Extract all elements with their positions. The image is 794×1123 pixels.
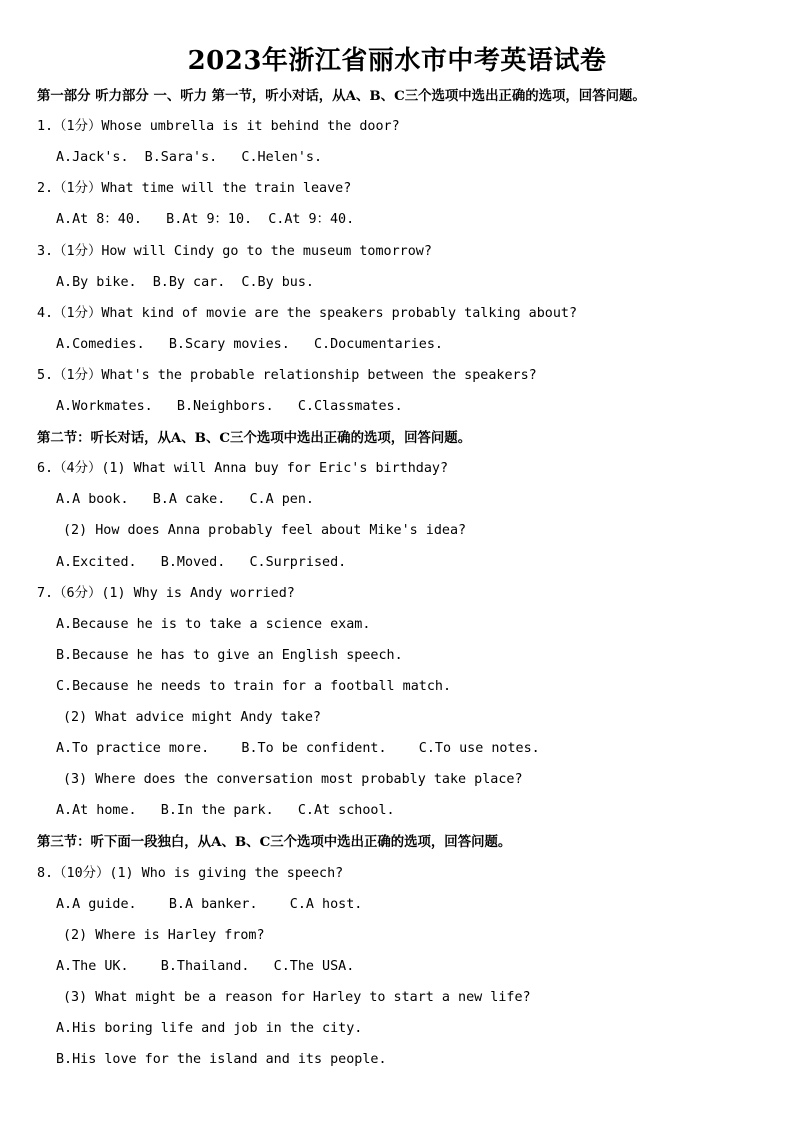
answer-options: B.His love for the island and its people. (56, 1052, 387, 1068)
question-line: 8.（10分）(1) Who is giving the speech? (37, 865, 344, 881)
answer-options: A.Workmates. B.Neighbors. C.Classmates. (56, 399, 403, 414)
section-heading: 第二节：听长对话，从A、B、C三个选项中选出正确的选项，回答问题。 (37, 430, 472, 447)
question-line: 2.（1分）What time will the train leave? (37, 181, 352, 197)
answer-options: A.By bike. B.By car. C.By bus. (56, 274, 314, 290)
exam-title: 2023年浙江省丽水市中考英语试卷 (187, 46, 607, 76)
question-line: 7.（6分）(1) Why is Andy worried? (37, 585, 295, 601)
question-line: 4.（1分）What kind of movie are the speakers probably talking about? (37, 305, 578, 321)
answer-options: A.Comedies. B.Scary movies. C.Documentaries. (56, 336, 443, 352)
answer-options: A.To practice more. B.To be confident. C.To use notes. (56, 741, 540, 757)
sub-question-line: (3) What might be a reason for Harley to start a new life? (63, 989, 531, 1005)
section-heading: 第三节：听下面一段独白，从A、B、C三个选项中选出正确的选项，回答问题。 (37, 834, 512, 851)
answer-options: A.Jack's. B.Sara's. C.Helen's. (56, 150, 323, 166)
answer-options: B.Because he has to give an English speech. (56, 647, 403, 663)
question-line: 6.（4分）(1) What will Anna buy for Eric's birthday? (37, 461, 449, 477)
sub-question-line: (3) Where does the conversation most probably take place? (63, 772, 523, 788)
sub-question-line: (2) How does Anna probably feel about Mike's idea? (63, 523, 467, 539)
answer-options: A.The UK. B.Thailand. C.The USA. (56, 958, 355, 974)
question-line: 5.（1分）What's the probable relationship between the speakers? (37, 367, 537, 383)
answer-options: C.Because he needs to train for a football match. (56, 678, 452, 694)
sub-question-line: (2) Where is Harley from? (63, 927, 265, 943)
section-heading: 第一部分 听力部分 一、听力 第一节，听小对话，从A、B、C三个选项中选出正确的选项，回答问题。 (37, 88, 646, 104)
question-line: 1.（1分）Whose umbrella is it behind the door? (37, 119, 400, 135)
answer-options: A.At home. B.In the park. C.At school. (56, 803, 395, 819)
answer-options: A.Excited. B.Moved. C.Surprised. (56, 554, 347, 570)
answer-options: A.At 8：40. B.At 9：10. C.At 9：40. (56, 212, 355, 228)
question-line: 3.（1分）How will Cindy go to the museum tomorrow? (37, 243, 432, 259)
answer-options: A.His boring life and job in the city. (56, 1021, 363, 1036)
answer-options: A.A guide. B.A banker. C.A host. (56, 896, 363, 912)
answer-options: A.A book. B.A cake. C.A pen. (56, 492, 314, 508)
answer-options: A.Because he is to take a science exam. (56, 616, 371, 632)
sub-question-line: (2) What advice might Andy take? (63, 710, 321, 725)
